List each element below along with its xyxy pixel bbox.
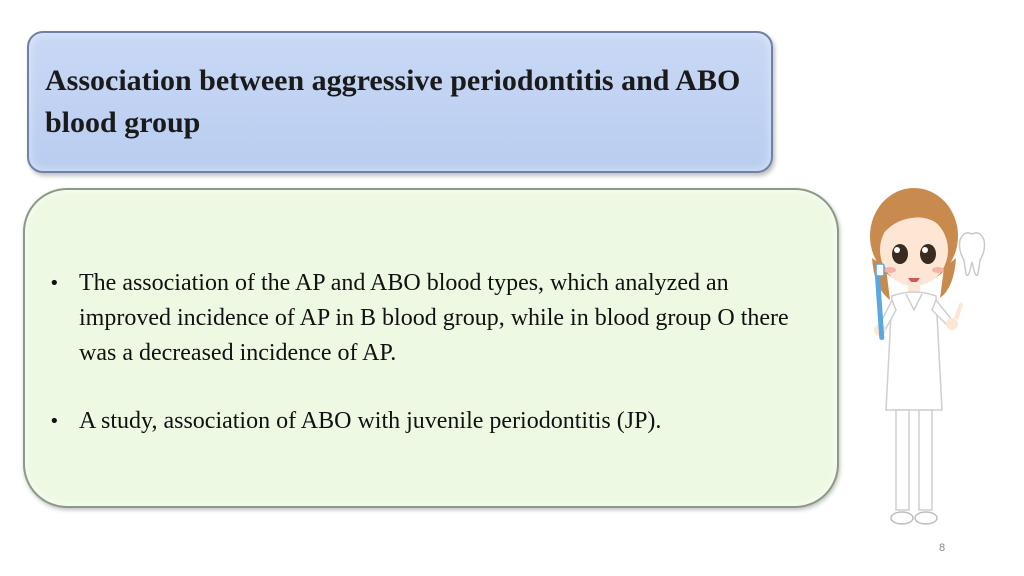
title-box — [27, 31, 773, 173]
bullet-text: A study, association of ABO with juvenile periodontitis (JP). — [79, 408, 662, 434]
dental-hygienist-icon — [864, 178, 988, 548]
page-number: 8 — [938, 542, 946, 554]
content-box — [23, 188, 839, 508]
bullet-list — [49, 266, 819, 439]
bullet-item — [49, 266, 819, 371]
bullet-item — [49, 404, 819, 439]
bullet-icon: • — [49, 273, 60, 294]
tooth-icon — [960, 233, 985, 275]
bullet-icon: • — [49, 411, 60, 432]
bullet-text: The association of the AP and ABO blood types, which analyzed an improved incidence of AP in B blood group, while in blood group O there was a decreased incidence of AP. — [79, 270, 789, 366]
slide-title: Association between aggressive periodontitis and ABO blood group — [45, 64, 741, 139]
